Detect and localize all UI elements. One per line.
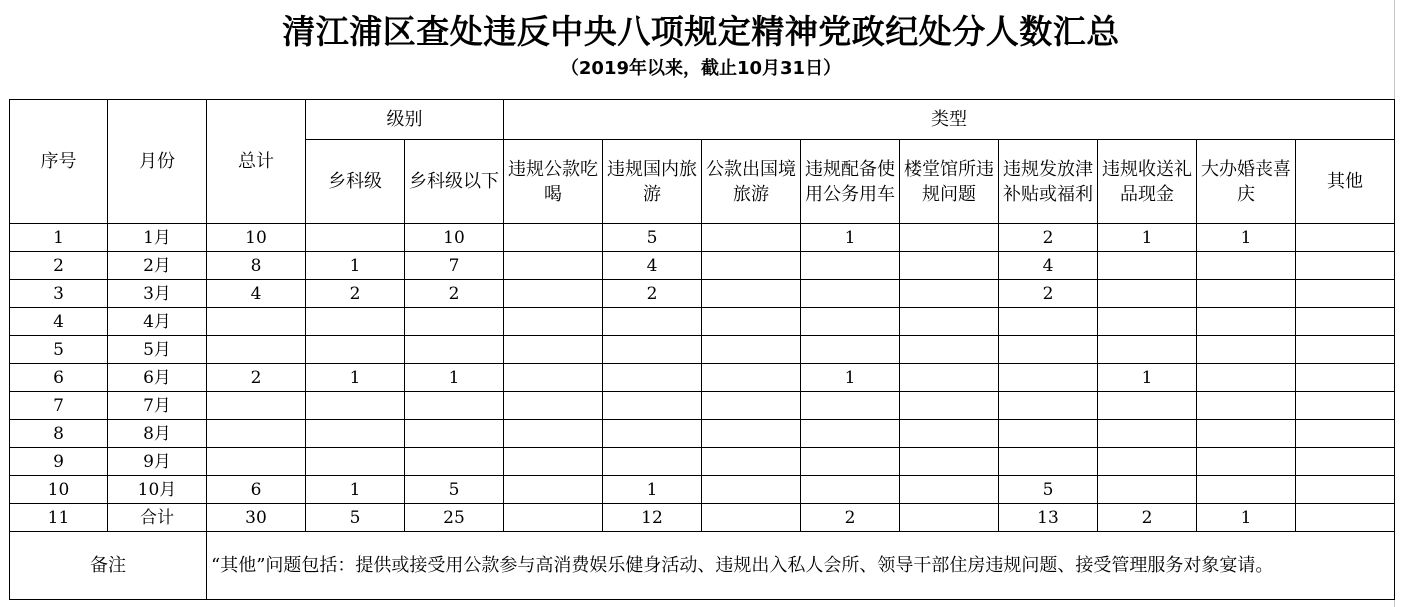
cell-type: [1197, 364, 1296, 392]
cell-type: [1098, 476, 1197, 504]
header-type-official-car: 违规配备使用公务用车: [801, 140, 900, 224]
cell-level: 1: [306, 364, 405, 392]
header-level-group: 级别: [306, 100, 504, 140]
header-type-allowances: 违规发放津补贴或福利: [999, 140, 1098, 224]
cell-type: 2: [603, 280, 702, 308]
cell-type: [999, 364, 1098, 392]
cell-type: 5: [999, 476, 1098, 504]
cell-type: [702, 280, 801, 308]
cell-month: 3月: [108, 280, 207, 308]
cell-type: [900, 476, 999, 504]
header-type-gifts: 违规收送礼品现金: [1098, 140, 1197, 224]
cell-type: [702, 504, 801, 532]
header-seq: 序号: [10, 100, 108, 224]
table-row: [10, 364, 1395, 392]
cell-month: 6月: [108, 364, 207, 392]
cell-type: [702, 420, 801, 448]
cell-type: [1098, 448, 1197, 476]
cell-type: [900, 504, 999, 532]
note-label: 备注: [10, 532, 207, 600]
cell-type: [1098, 392, 1197, 420]
cell-seq: 2: [10, 252, 108, 280]
cell-level: 5: [405, 476, 504, 504]
header-row-groups: [10, 100, 1395, 140]
cell-type: [1197, 336, 1296, 364]
table-row: [10, 308, 1395, 336]
cell-level: [306, 224, 405, 252]
cell-level: [405, 308, 504, 336]
cell-type: [702, 476, 801, 504]
note-row: [10, 532, 1395, 600]
cell-type: [801, 392, 900, 420]
cell-seq: 5: [10, 336, 108, 364]
cell-type: 1: [603, 476, 702, 504]
cell-type: 2: [801, 504, 900, 532]
cell-total: [207, 420, 306, 448]
header-type-weddings-funerals: 大办婚丧喜庆: [1197, 140, 1296, 224]
cell-type: [1098, 280, 1197, 308]
cell-type: [900, 308, 999, 336]
cell-type: [603, 448, 702, 476]
header-type-group: 类型: [504, 100, 1395, 140]
cell-type: 2: [1098, 504, 1197, 532]
cell-type: [504, 392, 603, 420]
cell-month: 2月: [108, 252, 207, 280]
table-row: [10, 420, 1395, 448]
cell-type: [504, 224, 603, 252]
cell-level: 7: [405, 252, 504, 280]
header-total: 总计: [207, 100, 306, 224]
header-type-other: 其他: [1296, 140, 1395, 224]
cell-month: 4月: [108, 308, 207, 336]
cell-type: [1197, 392, 1296, 420]
cell-total: 8: [207, 252, 306, 280]
cell-type: [900, 280, 999, 308]
cell-level: [405, 392, 504, 420]
table-row: [10, 252, 1395, 280]
cell-type: [900, 448, 999, 476]
cell-type: [900, 364, 999, 392]
cell-type: [504, 504, 603, 532]
page-subtitle: （2019年以来，截止10月31日）: [560, 58, 842, 79]
cell-type: [702, 224, 801, 252]
cell-level: [306, 448, 405, 476]
cell-type: [504, 252, 603, 280]
table-row: [10, 476, 1395, 504]
cell-type: [504, 308, 603, 336]
cell-level: 1: [306, 476, 405, 504]
cell-month: 9月: [108, 448, 207, 476]
cell-type: [900, 420, 999, 448]
cell-type: [900, 252, 999, 280]
table-row: [10, 280, 1395, 308]
cell-seq: 7: [10, 392, 108, 420]
cell-month: 合计: [108, 504, 207, 532]
cell-level: [306, 336, 405, 364]
header-level-below: 乡科级以下: [405, 140, 504, 224]
cell-level: [306, 420, 405, 448]
cell-type: [603, 420, 702, 448]
table-row: [10, 504, 1395, 532]
cell-type: [702, 252, 801, 280]
cell-seq: 3: [10, 280, 108, 308]
cell-type: [801, 476, 900, 504]
cell-type: [1197, 308, 1296, 336]
cell-type: [1197, 476, 1296, 504]
cell-type: [1098, 336, 1197, 364]
cell-type: [801, 336, 900, 364]
cell-type: [603, 392, 702, 420]
cell-type: 1: [1197, 224, 1296, 252]
cell-type: [801, 308, 900, 336]
cell-seq: 10: [10, 476, 108, 504]
cell-total: 10: [207, 224, 306, 252]
cell-type: [1296, 504, 1395, 532]
cell-type: [1197, 420, 1296, 448]
cell-type: 1: [1098, 224, 1197, 252]
cell-month: 5月: [108, 336, 207, 364]
cell-total: 4: [207, 280, 306, 308]
cell-type: [603, 336, 702, 364]
cell-type: [801, 280, 900, 308]
cell-type: [702, 308, 801, 336]
cell-seq: 1: [10, 224, 108, 252]
cell-total: 6: [207, 476, 306, 504]
cell-type: [1296, 364, 1395, 392]
header-type-buildings: 楼堂馆所违规问题: [900, 140, 999, 224]
cell-seq: 9: [10, 448, 108, 476]
cell-type: [999, 448, 1098, 476]
cell-type: [702, 336, 801, 364]
cell-type: [504, 280, 603, 308]
cell-type: [603, 308, 702, 336]
cell-type: [702, 448, 801, 476]
cell-type: 2: [999, 280, 1098, 308]
cell-level: [306, 392, 405, 420]
cell-total: 30: [207, 504, 306, 532]
header-level-township: 乡科级: [306, 140, 405, 224]
cell-type: [1296, 280, 1395, 308]
cell-seq: 8: [10, 420, 108, 448]
header-month: 月份: [108, 100, 207, 224]
cell-type: [999, 308, 1098, 336]
cell-type: [1197, 280, 1296, 308]
cell-seq: 11: [10, 504, 108, 532]
cell-type: [1098, 308, 1197, 336]
cell-type: [801, 420, 900, 448]
cell-type: [504, 448, 603, 476]
header-type-overseas-travel: 公款出国境旅游: [702, 140, 801, 224]
cell-total: 2: [207, 364, 306, 392]
cell-type: [999, 392, 1098, 420]
cell-level: [405, 448, 504, 476]
cell-type: [702, 392, 801, 420]
table-row: [10, 448, 1395, 476]
cell-total: [207, 448, 306, 476]
cell-type: 1: [801, 364, 900, 392]
cell-type: [504, 336, 603, 364]
cell-type: 1: [1197, 504, 1296, 532]
cell-type: [999, 420, 1098, 448]
cell-type: [1197, 448, 1296, 476]
cell-type: [1296, 448, 1395, 476]
cell-type: [1296, 420, 1395, 448]
cell-month: 7月: [108, 392, 207, 420]
cell-type: [1296, 392, 1395, 420]
cell-type: [1197, 252, 1296, 280]
cell-type: [702, 364, 801, 392]
cell-type: 2: [999, 224, 1098, 252]
cell-type: [1098, 420, 1197, 448]
header-type-domestic-travel: 违规国内旅游: [603, 140, 702, 224]
cell-type: 5: [603, 224, 702, 252]
cell-type: 1: [1098, 364, 1197, 392]
cell-level: 2: [306, 280, 405, 308]
cell-type: [504, 420, 603, 448]
cell-level: [405, 420, 504, 448]
cell-type: 1: [801, 224, 900, 252]
page-title: 清江浦区查处违反中央八项规定精神党政纪处分人数汇总: [282, 12, 1120, 51]
cell-type: [999, 336, 1098, 364]
note-text: “其他”问题包括：提供或接受用公款参与高消费娱乐健身活动、违规出入私人会所、领导干部住房违规问题、接受管理服务对象宴请。: [207, 532, 1395, 600]
header-type-dining: 违规公款吃喝: [504, 140, 603, 224]
table-row: [10, 392, 1395, 420]
cell-level: 2: [405, 280, 504, 308]
cell-level: 1: [405, 364, 504, 392]
cell-type: [801, 252, 900, 280]
cell-seq: 4: [10, 308, 108, 336]
cell-total: [207, 392, 306, 420]
cell-type: [900, 392, 999, 420]
summary-table: [9, 99, 1395, 600]
cell-seq: 6: [10, 364, 108, 392]
cell-level: [306, 308, 405, 336]
cell-type: [504, 364, 603, 392]
cell-level: 1: [306, 252, 405, 280]
cell-type: 4: [999, 252, 1098, 280]
cell-type: [801, 448, 900, 476]
cell-level: [405, 336, 504, 364]
cell-type: [603, 364, 702, 392]
cell-level: 10: [405, 224, 504, 252]
cell-type: [1296, 308, 1395, 336]
table-row: [10, 336, 1395, 364]
cell-type: 13: [999, 504, 1098, 532]
cell-type: [900, 224, 999, 252]
cell-type: [1098, 252, 1197, 280]
cell-type: [1296, 476, 1395, 504]
cell-total: [207, 336, 306, 364]
cell-month: 1月: [108, 224, 207, 252]
cell-level: 25: [405, 504, 504, 532]
cell-type: [900, 336, 999, 364]
table-row: [10, 224, 1395, 252]
cell-total: [207, 308, 306, 336]
cell-type: [1296, 224, 1395, 252]
cell-type: 12: [603, 504, 702, 532]
cell-month: 8月: [108, 420, 207, 448]
cell-type: [504, 476, 603, 504]
cell-type: [1296, 336, 1395, 364]
cell-level: 5: [306, 504, 405, 532]
cell-type: [1296, 252, 1395, 280]
cell-type: 4: [603, 252, 702, 280]
cell-month: 10月: [108, 476, 207, 504]
